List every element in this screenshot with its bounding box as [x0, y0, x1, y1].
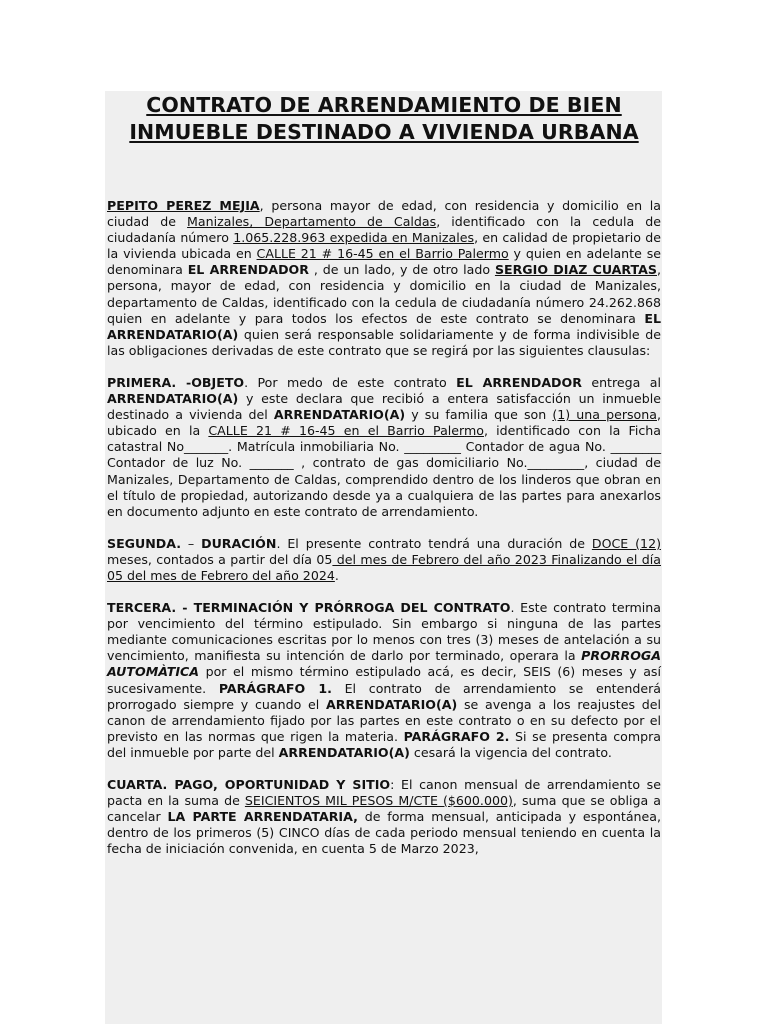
paragrafo-heading: PARÁGRAFO 1.: [218, 680, 332, 696]
text-span: y quien en adelante se denominara: [107, 246, 661, 278]
prorroga-term: PRORROGA AUTOMÀTICA: [107, 648, 661, 680]
text-span: quien será responsable solidariamente y de forma indivisible de las obligaciones derivadas de este contrato que se regirá por las siguientes clausulas:: [107, 326, 661, 358]
clause-primera: [107, 375, 661, 520]
text-span: , contrato de gas domiciliario No.: [293, 455, 528, 471]
text-span: , persona mayor de edad, con residencia y domicilio en la ciudad de: [107, 198, 661, 230]
address-underlined: CALLE 21 # 16-45 en el Barrio Palermo: [208, 423, 484, 439]
clause-heading: DURACIÓN: [201, 535, 277, 551]
text-span: Si se presenta compra del inmueble por parte del: [107, 728, 661, 760]
text-span: . Este contrato termina por vencimiento del término estipulado. Sin embargo si ninguna de las partes mediante comunicaciones escritas por lo menos con tres (3) meses de antelación a su vencimiento, manifiesta su intención de darlo por terminado, operara la: [107, 600, 661, 664]
clause-segunda: [107, 536, 661, 584]
text-span: entrega al: [581, 374, 661, 390]
document-content: [107, 92, 661, 873]
duration-underlined: DOCE (12): [591, 535, 661, 551]
arrendador-name: PEPITO PEREZ MEJIA: [107, 198, 260, 213]
text-span: El contrato de arrendamiento se entenderá prorrogado siempre y cuando el: [107, 680, 661, 712]
text-span: , identificado con la cedula de ciudadanía número: [107, 214, 662, 246]
text-span: , suma que se obliga a cancelar: [107, 793, 661, 825]
paragraph-parties: [107, 198, 661, 359]
text-span: : El canon mensual de arrendamiento se pacta en la suma de: [107, 777, 661, 809]
arrendatario-term: EL ARRENDATARIO(A): [107, 310, 661, 342]
text-span: Contador de agua No.: [460, 439, 611, 455]
arrendatario-name: SERGIO DIAZ CUARTAS: [494, 262, 657, 278]
text-span: se avenga a los reajustes del canon de arrendamiento fijado por las partes en este contrato o en su defecto por el previsto en las normas que rigen la materia.: [107, 696, 661, 744]
arrendador-term: EL ARRENDADOR: [187, 262, 309, 278]
clause-heading: SEGUNDA.: [107, 535, 181, 551]
blank-line: _________: [527, 455, 585, 471]
text-span: y su familia que son: [405, 407, 553, 423]
text-span: de forma mensual, anticipada y espontánea, dentro de los primeros (5) CINCO días de cada periodo mensual teniendo en cuenta la fecha de iniciación convenida, en cuenta 5 de Marzo 2023,: [107, 809, 661, 857]
text-span: , ciudad de Manizales, Departamento de Caldas, comprendido dentro de los linderos que obran en el título de propiedad, autorizando desde ya a cualquiera de las partes para anexarlos en documento adjunto en este contrato de arrendamiento.: [107, 455, 661, 519]
text-span: , de un lado, y de otro lado: [308, 262, 495, 278]
arrendatario-term: ARRENDATARIO(A): [273, 407, 406, 423]
clause-heading: CUARTA. PAGO, OPORTUNIDAD Y SITIO: [107, 777, 391, 792]
clause-heading: TERCERA. - TERMINACIÓN Y PRÓRROGA DEL CONTRATO: [107, 600, 511, 616]
occupants-underlined: (1) una persona: [552, 407, 657, 423]
document-body: [107, 198, 661, 857]
text-span: meses, contados a partir del día 05: [107, 551, 333, 567]
text-span: , en calidad de propietario de la vivienda ubicada en: [107, 230, 661, 262]
text-span: , persona, mayor de edad, con residencia y domicilio en la ciudad de Manizales, departamento de Caldas, identificado con la cedula de ciudadanía número 24.262.868 quien en adelante y para todos los efectos de este contrato se denominara: [107, 262, 661, 326]
document-title: CONTRATO DE ARRENDAMIENTO DE BIEN INMUEBLE DESTINADO A VIVIENDA URBANA: [129, 93, 639, 144]
address-underlined: CALLE 21 # 16-45 en el Barrio Palermo: [256, 246, 509, 262]
city-underlined: Manizales, Departamento de Caldas: [187, 214, 437, 230]
blank-line: _________: [404, 439, 461, 455]
arrendatario-term: ARRENDATARIO(A): [107, 391, 239, 407]
dates-underlined: del mes de Febrero del año 2023 Finalizando el día 05 del mes de Febrero del año 2024: [107, 551, 661, 583]
text-span: , identificado con la Ficha catastral No: [107, 423, 661, 455]
parte-arrendataria-term: LA PARTE ARRENDATARIA,: [167, 809, 358, 825]
text-span: Contador de luz No.: [107, 455, 250, 471]
text-span: cesará la vigencia del contrato.: [409, 744, 612, 760]
text-span: . Matrícula inmobiliaria No.: [228, 439, 405, 455]
amount-underlined: SEICIENTOS MIL PESOS M/CTE ($600.000): [244, 793, 513, 809]
blank-line: _______: [184, 439, 229, 455]
text-span: .: [334, 567, 339, 583]
blank-line: _______: [249, 455, 294, 471]
clause-heading: PRIMERA. -OBJETO: [107, 374, 245, 390]
id-number-underlined: 1.065.228.963 expedida en Manizales: [233, 230, 475, 246]
text-span: y este declara que recibió a entera satisfacción un inmueble destinado a vivienda del: [107, 391, 661, 423]
clause-cuarta: [107, 777, 661, 857]
blank-line: ________: [610, 439, 661, 455]
text-span: . Por medo de este contrato: [244, 374, 457, 390]
arrendatario-term: ARRENDATARIO(A): [278, 744, 410, 760]
arrendador-term: EL ARRENDADOR: [456, 374, 582, 390]
arrendatario-term: ARRENDATARIO(A): [326, 696, 458, 712]
text-span: , ubicado en la: [107, 407, 661, 439]
text-span: –: [181, 535, 202, 551]
text-span: por el mismo término estipulado acá, es decir, SEIS (6) meses y así sucesivamente.: [107, 664, 661, 696]
paragrafo-heading: PARÁGRAFO 2.: [403, 728, 510, 744]
text-span: . El presente contrato tendrá una duración de: [276, 535, 592, 551]
clause-tercera: [107, 600, 661, 761]
